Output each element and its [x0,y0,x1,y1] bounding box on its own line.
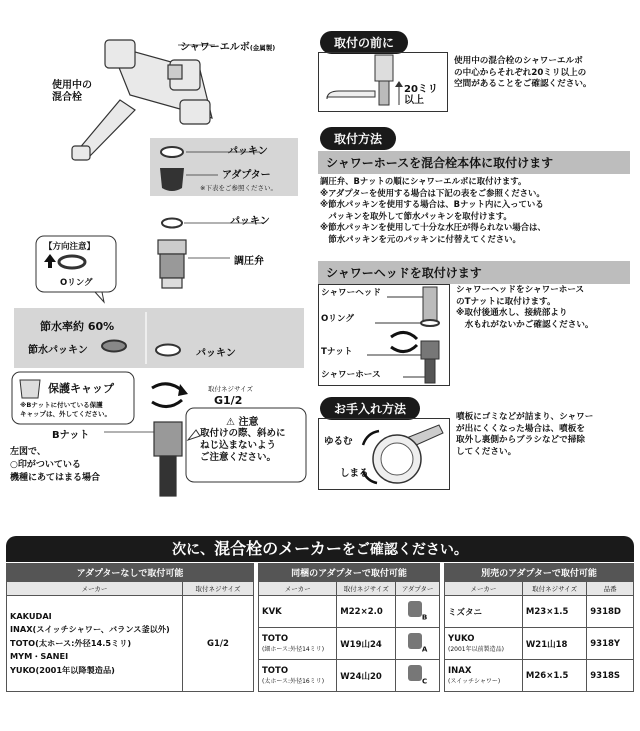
table2-maker-sub: (細ホース:外径14ミリ) [262,646,325,653]
shower-elbow-note: (金属製) [249,44,276,52]
shower-elbow-label: シャワーエルボ [180,42,250,53]
adapter-label: アダプター [222,170,271,181]
table3-maker-sub: (スイッチシャワー) [448,678,501,685]
left-note: 左図で、 ○印がついている 機種にあてはまる場合 [10,447,101,483]
care-title: お手入れ方法 [320,397,420,420]
table3-maker: YUKO [448,634,475,644]
loosen-label: ゆるむ [324,436,353,447]
adapter-icon [396,660,440,692]
table1-maker: INAX(スイッチシャワー、バランス釜以外) [10,624,170,635]
table2-maker: KVK [262,606,282,617]
b-nut-label: Bナット [52,430,90,441]
table-row [445,596,634,628]
table3-size: M26×1.5 [522,660,586,692]
before-install-text: 使用中の混合栓のシャワーエルボ の中心からそれぞれ20ミリ以上の 空間があることをご確認ください。 [454,56,592,89]
head-section-title: シャワーヘッドを取付けます [318,261,630,284]
table-row [445,660,634,692]
cap-note: ※Bナットに付いている保護 キャップは、外してください。 [20,401,111,418]
table3-part: 9318Y [587,628,634,660]
pressure-valve-label: 調圧弁 [234,256,264,267]
packing-mid-label: パッキン [230,216,270,227]
water-saving-rate: 節水率約 60% [40,320,115,333]
direction-note: 【方向注意】 [44,242,96,252]
table3-maker: ミズタニ [448,607,483,618]
table2-header-adapter: アダプター [396,582,440,596]
care-instructions: 噴板にゴミなどが詰まり、シャワー が出にくくなった場合は、噴板を 取外し裏側からブラシなどで掃除 してください。 [456,412,594,457]
adapter-letter: B [421,612,428,622]
table1-maker: TOTO(太ホース:外径14.5ミリ) [10,637,132,648]
table-bundled-adapter [258,563,440,692]
water-saving-packing-label: 節水パッキン [28,345,88,356]
tighten-label: しまる [340,468,369,479]
table3-size: M23×1.5 [522,596,586,628]
adapter-letter: C [422,676,428,686]
care-figure [318,418,450,490]
table3-maker-sub: (2001年以前製造品) [448,646,504,653]
table-separate-adapter [444,563,634,692]
mixer-in-use-label: 使用中の 混合栓 [52,80,92,103]
table2-size: W19山24 [337,628,396,660]
table3-header-maker: メーカー [445,582,523,596]
table2-maker: TOTO [262,666,289,676]
hose-section-title: シャワーホースを混合栓本体に取付けます [318,151,630,174]
table1-makers [7,596,183,692]
table-no-adapter [6,563,254,692]
table3-part: 9318S [587,660,634,692]
table1-maker: MYM・SANEI [10,651,69,662]
table2-size: W24山20 [337,660,396,692]
table3-header-part: 品番 [587,582,634,596]
caution-text: 取付けの際、斜めに ねじ込まないよう ご注意ください。 [200,428,286,463]
installation-diagram [0,0,310,500]
table3-size: W21山18 [522,628,586,660]
table2-maker-sub: (太ホース:外径16ミリ) [262,678,325,685]
screw-size-label: 取付ネジサイズ [208,385,253,393]
table3-maker: INAX [448,666,472,676]
method-title: 取付方法 [320,127,396,150]
banner-suffix: をご確認ください。 [341,542,468,558]
head-label-shower-hose: シャワーホース [321,370,381,380]
maker-banner [6,536,634,562]
table-row [259,596,440,628]
table1-title: アダプターなしで取付可能 [7,564,254,582]
caution-title: 注意 [238,417,259,428]
table-row [259,628,440,660]
table3-part: 9318D [587,596,634,628]
head-label-shower-head: シャワーヘッド [321,288,381,298]
protective-cap-label: 保護キャップ [48,382,114,395]
table1-maker: KAKUDAI [10,610,52,621]
before-install-title: 取付の前に [320,31,408,54]
o-ring-label: Oリング [60,278,93,288]
table1-header-maker: メーカー [7,582,183,596]
packing-top-label: パッキン [228,146,268,157]
adapter-icon [396,628,440,660]
table-row [445,628,634,660]
table2-header-size: 取付ネジサイズ [337,582,396,596]
table2-title: 同梱のアダプターで取付可能 [259,564,440,582]
table2-size: M22×2.0 [337,596,396,628]
hose-instructions: 調圧弁、Bナットの順にシャワーエルボに取付けます。 ※アダプターを使用する場合は下記の表をご参照ください。 ※節水パッキンを使用する場合は、Bナット内に入っている パッキンを取外して節水パッキンを取付けます。 ※節水パッキンを使用して十分な水圧が得られない場合は、 節水パッキンを元のパッキンに付替えてください。 [320,176,546,244]
adapter-letter: A [421,644,428,654]
table3-header-size: 取付ネジサイズ [522,582,586,596]
clearance-label: 20ミリ 以上 [404,84,438,106]
table-row [259,660,440,692]
table1-maker: YUKO(2001年以降製造品) [10,664,115,675]
head-instructions: シャワーヘッドをシャワーホース のTナットに取付けます。 ※取付後通水し、接続部より 水もれがないかご確認ください。 [456,285,594,330]
banner-emphasis: 混合栓のメーカー [214,539,342,558]
banner-prefix: 次に、 [172,542,215,558]
table3-title: 別売のアダプターで取付可能 [445,564,634,582]
screw-size-value: G1/2 [214,394,243,407]
adapter-note: ※下表をご参照ください。 [200,184,277,192]
table1-size: G1/2 [183,596,254,692]
head-label-t-nut: Tナット [321,347,353,357]
table2-header-maker: メーカー [259,582,337,596]
adapter-icon [396,596,440,628]
head-label-o-ring: Oリング [321,314,354,324]
table2-maker: TOTO [262,634,289,644]
packing-bottom-label: パッキン [196,348,236,359]
table1-header-size: 取付ネジサイズ [183,582,254,596]
caution-icon: ⚠ [226,417,235,428]
